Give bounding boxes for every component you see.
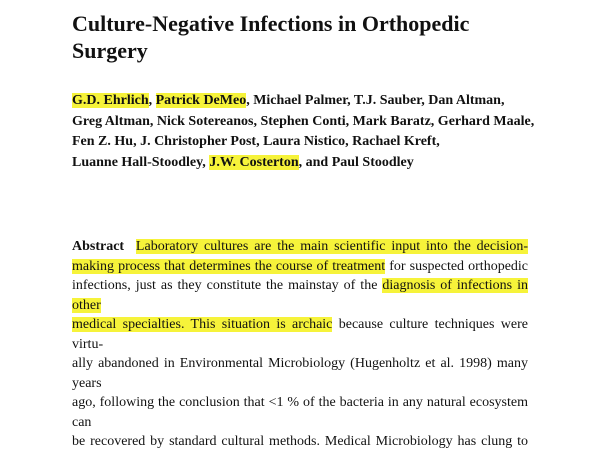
author-line-2: Greg Altman, Nick Sotereanos, Stephen Conti, Mark Baratz, Gerhard Maale, [72,113,535,129]
abstract [72,237,528,452]
abstract-label: Abstract [72,239,125,254]
author-highlight: J.W. Costerton [209,154,299,170]
abstract-line-6 [72,393,528,432]
abstract-line-4 [72,315,528,354]
abstract-text: because culture techniques were virtu- [72,317,528,352]
author-highlight: Patrick DeMeo [155,93,247,108]
author-list [72,91,542,173]
author-text: , Michael Palmer, T.J. Sauber, Dan Altman, [246,93,505,108]
abstract-text: be recovered by standard cultural methods. Medical Microbiology has clung to [72,434,528,449]
author-text: , and Paul Stoodley [298,154,414,170]
abstract-line-1 [72,237,528,257]
author-highlight: G.D. Ehrlich [72,93,149,108]
abstract-text: ally abandoned in Environmental Microbiology (Hugenholtz et al. 1998) many years [72,356,528,391]
title-line-2: Surgery [72,38,148,63]
title-line-1: Culture-Negative Infections in Orthopedic [72,11,470,36]
abstract-text: infections, just as they constitute the mainstay of the [72,278,383,293]
abstract-highlight: making process that determines the course of treatment [72,258,386,274]
abstract-text: ago, following the conclusion that <1 % of the bacteria in any natural ecosystem can [72,395,528,430]
abstract-line-7 [72,432,528,452]
abstract-highlight: medical specialties. This situation is archaic [72,317,333,332]
abstract-line-5 [72,354,528,393]
abstract-highlight: diagnosis of infections in other [72,278,528,313]
abstract-line-2 [72,257,528,277]
author-text: Luanne Hall-Stoodley, [72,154,210,170]
abstract-line-3 [72,276,528,315]
author-line-1 [72,91,542,112]
author-line-4 [72,153,542,174]
abstract-text: for suspected orthopedic [385,258,529,274]
abstract-highlight: Laboratory cultures are the main scientific input into the decision- [135,239,529,254]
paper-title [72,10,542,64]
author-line-3: Fen Z. Hu, J. Christopher Post, Laura Nistico, Rachael Kreft, [72,134,440,149]
author-text: , [148,93,156,108]
